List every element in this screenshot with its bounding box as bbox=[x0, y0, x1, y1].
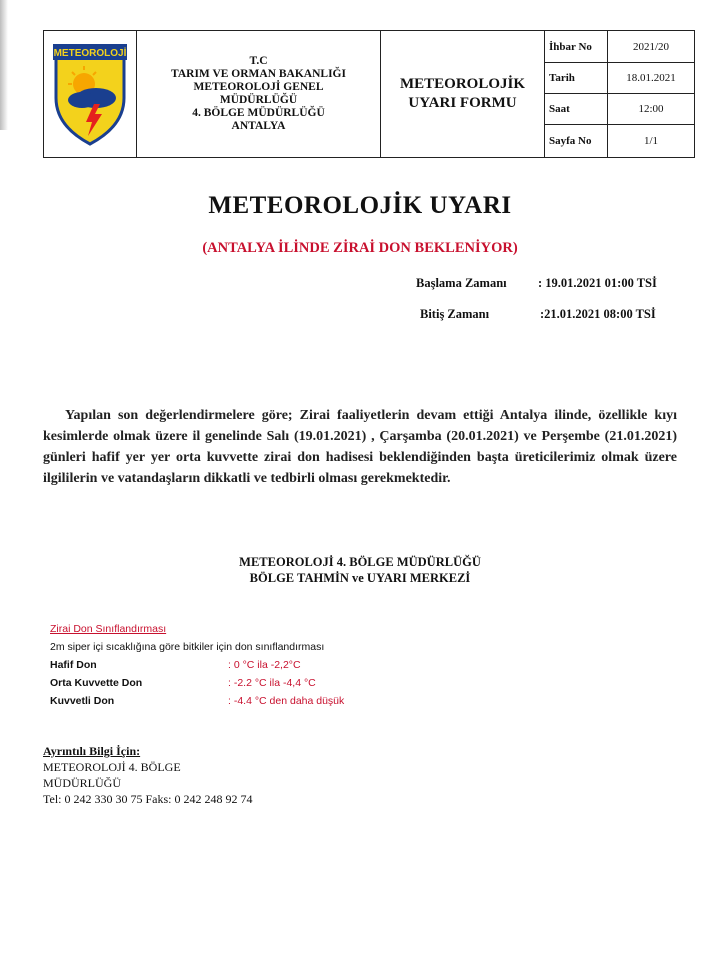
contact-phone: Tel: 0 242 330 30 75 Faks: 0 242 248 92 74 bbox=[43, 792, 253, 806]
warning-body-text: Yapılan son değerlendirmelere göre; Zirai faaliyetlerin devam ettiği Antalya ilinde, özellikle kıyı kesimlerde olmak üzere il genelinde Salı (19.01.2021) , Çarşamba (20.01.2021) ve Perşembe (21.01.2021) günleri hafif yer yer orta kuvvette zirai don hadisesi beklendiğinden başta üreticilerimiz olmak üzere ilgililerin ve vatandaşların dikkatli ve tedbirli olması gerekmektedir. bbox=[43, 408, 677, 486]
classification-name: Orta Kuvvette Don bbox=[50, 677, 143, 689]
contact-line: MÜDÜRLÜĞÜ bbox=[43, 776, 121, 790]
classification-range: : -4.4 °C den daha düşük bbox=[228, 695, 345, 707]
meteoroloji-logo bbox=[50, 40, 130, 148]
classification-row bbox=[50, 674, 324, 692]
form-title-line1: METEOROLOJİK bbox=[399, 76, 526, 92]
frost-classification bbox=[50, 620, 345, 710]
end-time-label: Bitiş Zamanı bbox=[420, 307, 490, 321]
end-time-value: :21.01.2021 08:00 TSİ bbox=[540, 307, 656, 321]
document-title: METEOROLOJİK UYARI bbox=[208, 192, 512, 219]
sayfa-no-value: 1/1 bbox=[608, 125, 695, 158]
classification-row bbox=[50, 656, 324, 674]
org-line-general: METEOROLOJİ GENEL bbox=[193, 81, 324, 93]
start-time-label: Başlama Zamanı bbox=[416, 276, 507, 290]
classification-row bbox=[50, 692, 345, 710]
classification-name: Kuvvetli Don bbox=[50, 695, 115, 707]
start-time-value: : 19.01.2021 01:00 TSİ bbox=[538, 276, 657, 290]
org-line-tc: T.C bbox=[249, 55, 268, 67]
forecast-center-line2: BÖLGE TAHMİN ve UYARI MERKEZİ bbox=[249, 571, 471, 585]
organization-cell bbox=[137, 31, 381, 158]
tarih-value: 18.01.2021 bbox=[608, 63, 695, 94]
saat-label: Saat bbox=[545, 94, 608, 125]
org-line-region: 4. BÖLGE MÜDÜRLÜĞÜ bbox=[192, 107, 325, 119]
form-title-cell bbox=[381, 31, 545, 158]
org-line-city: ANTALYA bbox=[231, 120, 286, 132]
form-title-line2: UYARI FORMU bbox=[408, 95, 517, 111]
saat-value: 12:00 bbox=[608, 94, 695, 125]
classification-description: 2m siper içi sıcaklığına göre bitkiler için don sınıflandırması bbox=[50, 641, 325, 653]
org-line-ministry: TARIM VE ORMAN BAKANLIĞI bbox=[171, 68, 346, 80]
logo-cell bbox=[44, 31, 137, 158]
classification-name: Hafif Don bbox=[50, 659, 97, 671]
header-table bbox=[43, 30, 695, 158]
forecast-center bbox=[0, 554, 720, 586]
ihbar-no-label: İhbar No bbox=[545, 31, 608, 63]
page-edge-shadow bbox=[0, 0, 8, 130]
document-subtitle: (ANTALYA İLİNDE ZİRAİ DON BEKLENİYOR) bbox=[202, 240, 518, 256]
contact-line: METEOROLOJİ 4. BÖLGE bbox=[43, 760, 181, 774]
forecast-center-line1: METEOROLOJİ 4. BÖLGE MÜDÜRLÜĞÜ bbox=[239, 555, 481, 569]
contact-info bbox=[43, 743, 253, 807]
tarih-label: Tarih bbox=[545, 63, 608, 94]
classification-range: : 0 °C ila -2,2°C bbox=[228, 659, 301, 671]
classification-title: Zirai Don Sınıflandırması bbox=[50, 623, 167, 635]
ihbar-no-value: 2021/20 bbox=[608, 31, 695, 63]
org-line-directorate: MÜDÜRLÜĞÜ bbox=[219, 94, 298, 106]
contact-title: Ayrıntılı Bilgi İçin: bbox=[43, 744, 141, 758]
classification-range: : -2.2 °C ila -4,4 °C bbox=[228, 677, 316, 689]
svg-text:METEOROLOJİ: METEOROLOJİ bbox=[53, 48, 127, 59]
sayfa-no-label: Sayfa No bbox=[545, 125, 608, 158]
